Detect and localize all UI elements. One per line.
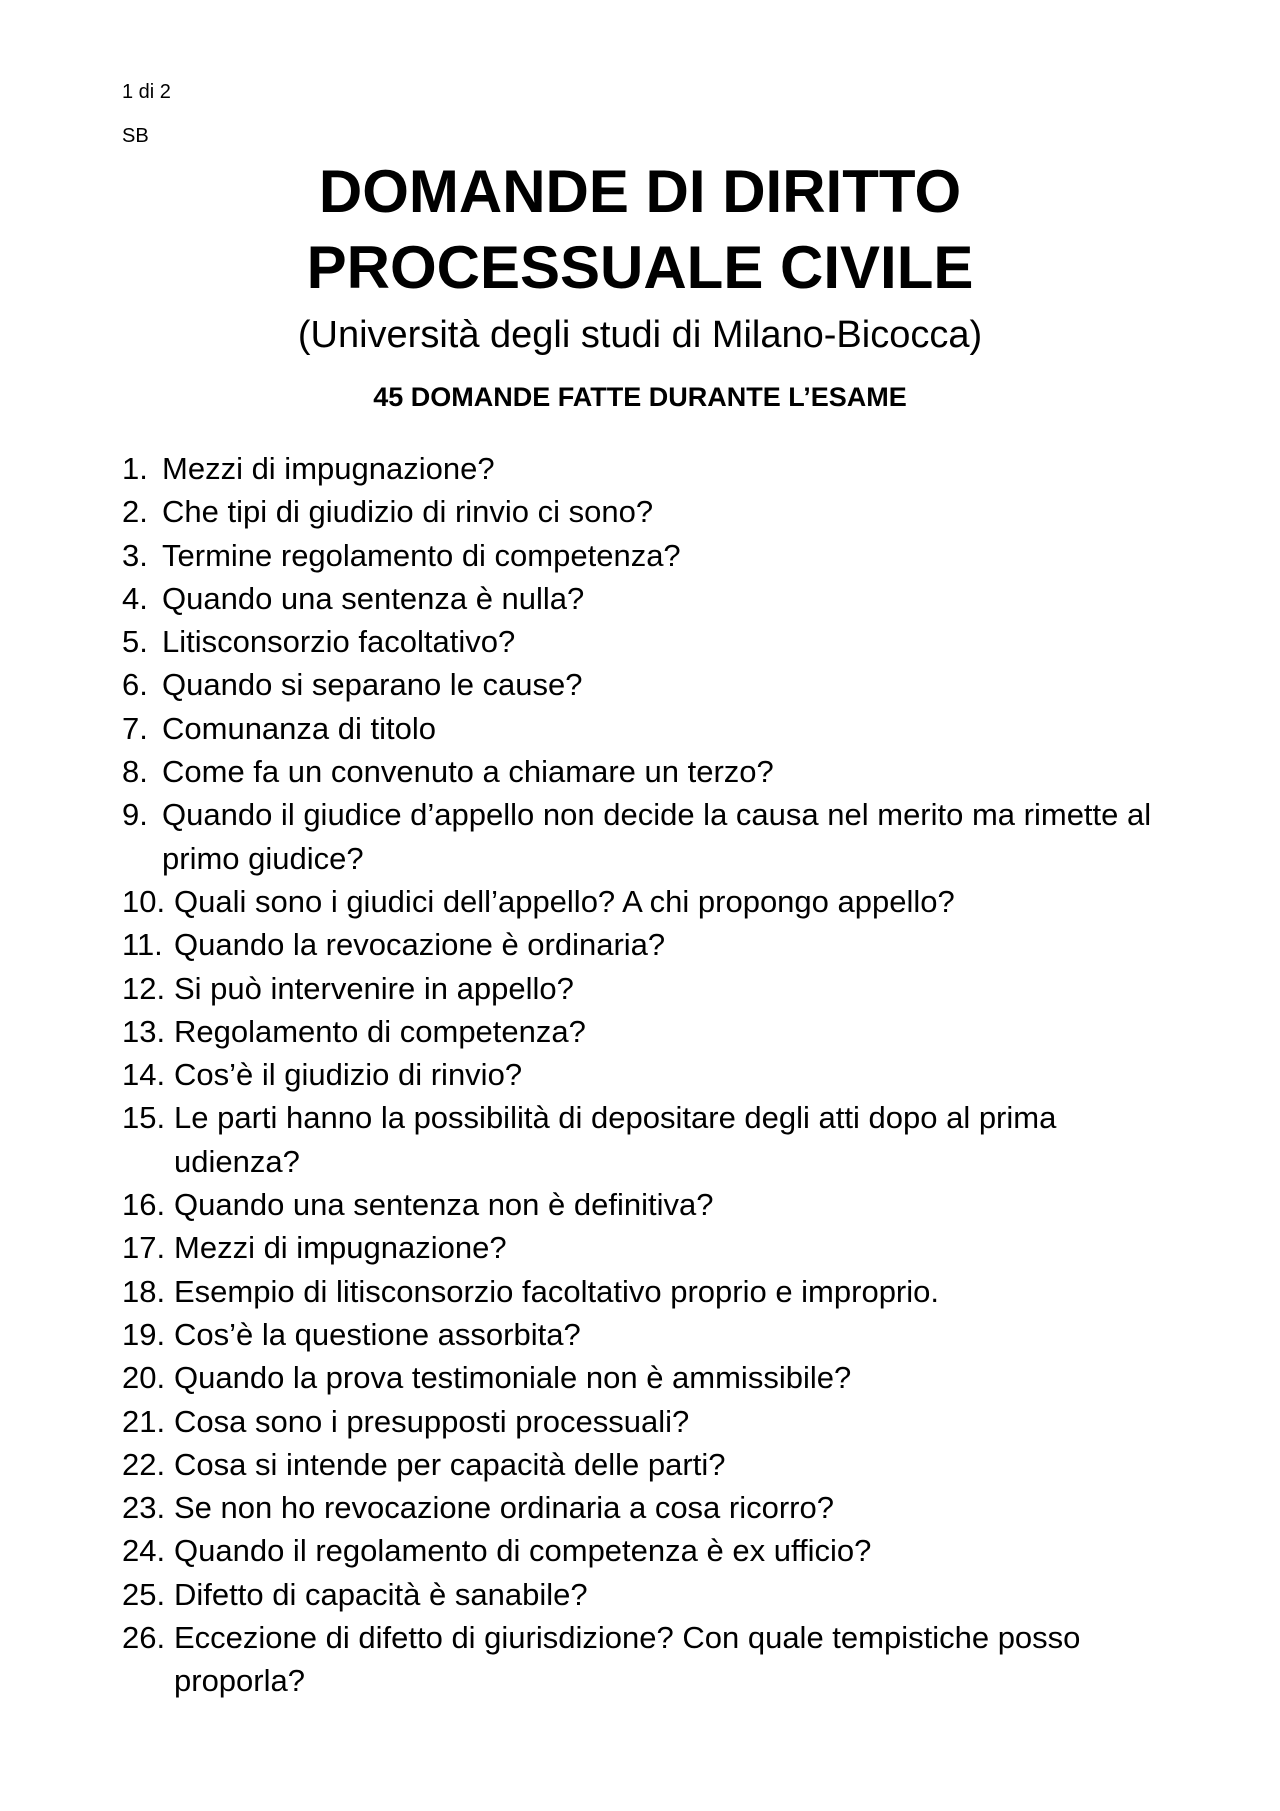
question-text: Quando una sentenza è nulla? [162, 580, 585, 616]
list-item [122, 1270, 1172, 1313]
question-number: 13. [122, 1013, 166, 1049]
list-item [122, 490, 1172, 533]
question-text: Si può intervenire in appello? [174, 970, 574, 1006]
question-text: Mezzi di impugnazione? [162, 451, 495, 486]
question-text: Regolamento di competenza? [174, 1013, 586, 1049]
question-number: 17. [122, 1230, 166, 1266]
question-text: Litisconsorzio facoltativo? [162, 624, 516, 660]
question-text: Se non ho revocazione ordinaria a cosa ricorro? [174, 1490, 834, 1526]
question-number: 5. [122, 624, 148, 660]
list-item [122, 1053, 1172, 1096]
page-counter: 1 di 2 [122, 81, 171, 103]
question-number: 15. [122, 1100, 166, 1136]
question-number: 3. [122, 537, 148, 573]
question-text: Quando si separano le cause? [162, 667, 583, 703]
list-item [122, 620, 1172, 663]
question-number: 12. [122, 970, 166, 1006]
question-text: Come fa un convenuto a chiamare un terzo? [162, 754, 774, 790]
document-subtitle: (Università degli studi di Milano-Bicocca) [297, 314, 983, 356]
document-title [0, 154, 1280, 306]
list-item [122, 750, 1172, 793]
list-item [122, 1313, 1172, 1356]
list-item [122, 1486, 1172, 1529]
list-item [122, 1616, 1172, 1703]
question-number: 4. [122, 580, 148, 616]
question-text: Mezzi di impugnazione? [174, 1230, 507, 1266]
question-text: Cos’è il giudizio di rinvio? [174, 1057, 523, 1093]
question-number: 8. [122, 754, 148, 790]
list-item [122, 880, 1172, 923]
question-number: 2. [122, 494, 148, 530]
question-number: 19. [122, 1316, 166, 1352]
question-number: 16. [122, 1187, 166, 1223]
question-text: Quando la revocazione è ordinaria? [174, 927, 666, 963]
question-number: 1. [122, 451, 148, 486]
question-text: Difetto di capacità è sanabile? [174, 1576, 588, 1612]
question-number: 18. [122, 1273, 166, 1309]
question-number: 10. [122, 883, 166, 919]
question-text: Che tipi di giudizio di rinvio ci sono? [162, 494, 654, 530]
list-item [122, 663, 1172, 706]
question-number: 25. [122, 1576, 166, 1612]
question-number: 24. [122, 1533, 166, 1569]
questions-summary: 45 DOMANDE FATTE DURANTE L’ESAME [373, 382, 907, 412]
question-number: 7. [122, 710, 148, 746]
question-text: Quando il regolamento di competenza è ex ufficio? [174, 1533, 872, 1569]
question-text: Cosa si intende per capacità delle parti? [174, 1446, 726, 1482]
list-item [122, 447, 1172, 490]
question-text: Quali sono i giudici dell’appello? A chi propongo appello? [174, 883, 955, 919]
list-item [122, 1443, 1172, 1486]
question-number: 11. [122, 927, 163, 963]
question-number: 23. [122, 1490, 166, 1526]
list-item [122, 793, 1172, 880]
list-item [122, 1010, 1172, 1053]
question-number: 6. [122, 667, 148, 703]
question-list [122, 447, 1172, 1703]
question-text: Termine regolamento di competenza? [162, 537, 681, 573]
question-number: 21. [122, 1403, 166, 1439]
question-number: 22. [122, 1446, 166, 1482]
question-number: 9. [122, 797, 148, 833]
question-text: Quando una sentenza non è definitiva? [174, 1187, 714, 1223]
question-text: Le parti hanno la possibilità di depositare degli atti dopo al prima udienza? [174, 1100, 1057, 1179]
question-text: Esempio di litisconsorzio facoltativo proprio e improprio. [174, 1273, 939, 1309]
question-text: Quando il giudice d’appello non decide la causa nel merito ma rimette al primo giudice? [162, 797, 1152, 876]
question-text: Comunanza di titolo [162, 710, 436, 746]
list-item [122, 1400, 1172, 1443]
question-number: 26. [122, 1620, 166, 1656]
question-number: 20. [122, 1360, 166, 1396]
list-item [122, 1529, 1172, 1572]
list-item [122, 1096, 1172, 1183]
title-line-1: DOMANDE DI DIRITTO [318, 158, 962, 225]
title-line-2: PROCESSUALE CIVILE [306, 234, 974, 301]
list-item [122, 1356, 1172, 1399]
author-initials: SB [122, 125, 149, 147]
question-text: Quando la prova testimoniale non è ammissibile? [174, 1360, 852, 1396]
list-item [122, 707, 1172, 750]
list-item [122, 1573, 1172, 1616]
list-item [122, 1226, 1172, 1269]
list-item [122, 577, 1172, 620]
question-text: Eccezione di difetto di giurisdizione? Con quale tempistiche posso proporla? [174, 1620, 1081, 1699]
question-number: 14. [122, 1057, 166, 1093]
list-item [122, 1183, 1172, 1226]
question-text: Cosa sono i presupposti processuali? [174, 1403, 690, 1439]
question-text: Cos’è la questione assorbita? [174, 1316, 581, 1352]
list-item [122, 923, 1172, 966]
list-item [122, 534, 1172, 577]
list-item [122, 967, 1172, 1010]
